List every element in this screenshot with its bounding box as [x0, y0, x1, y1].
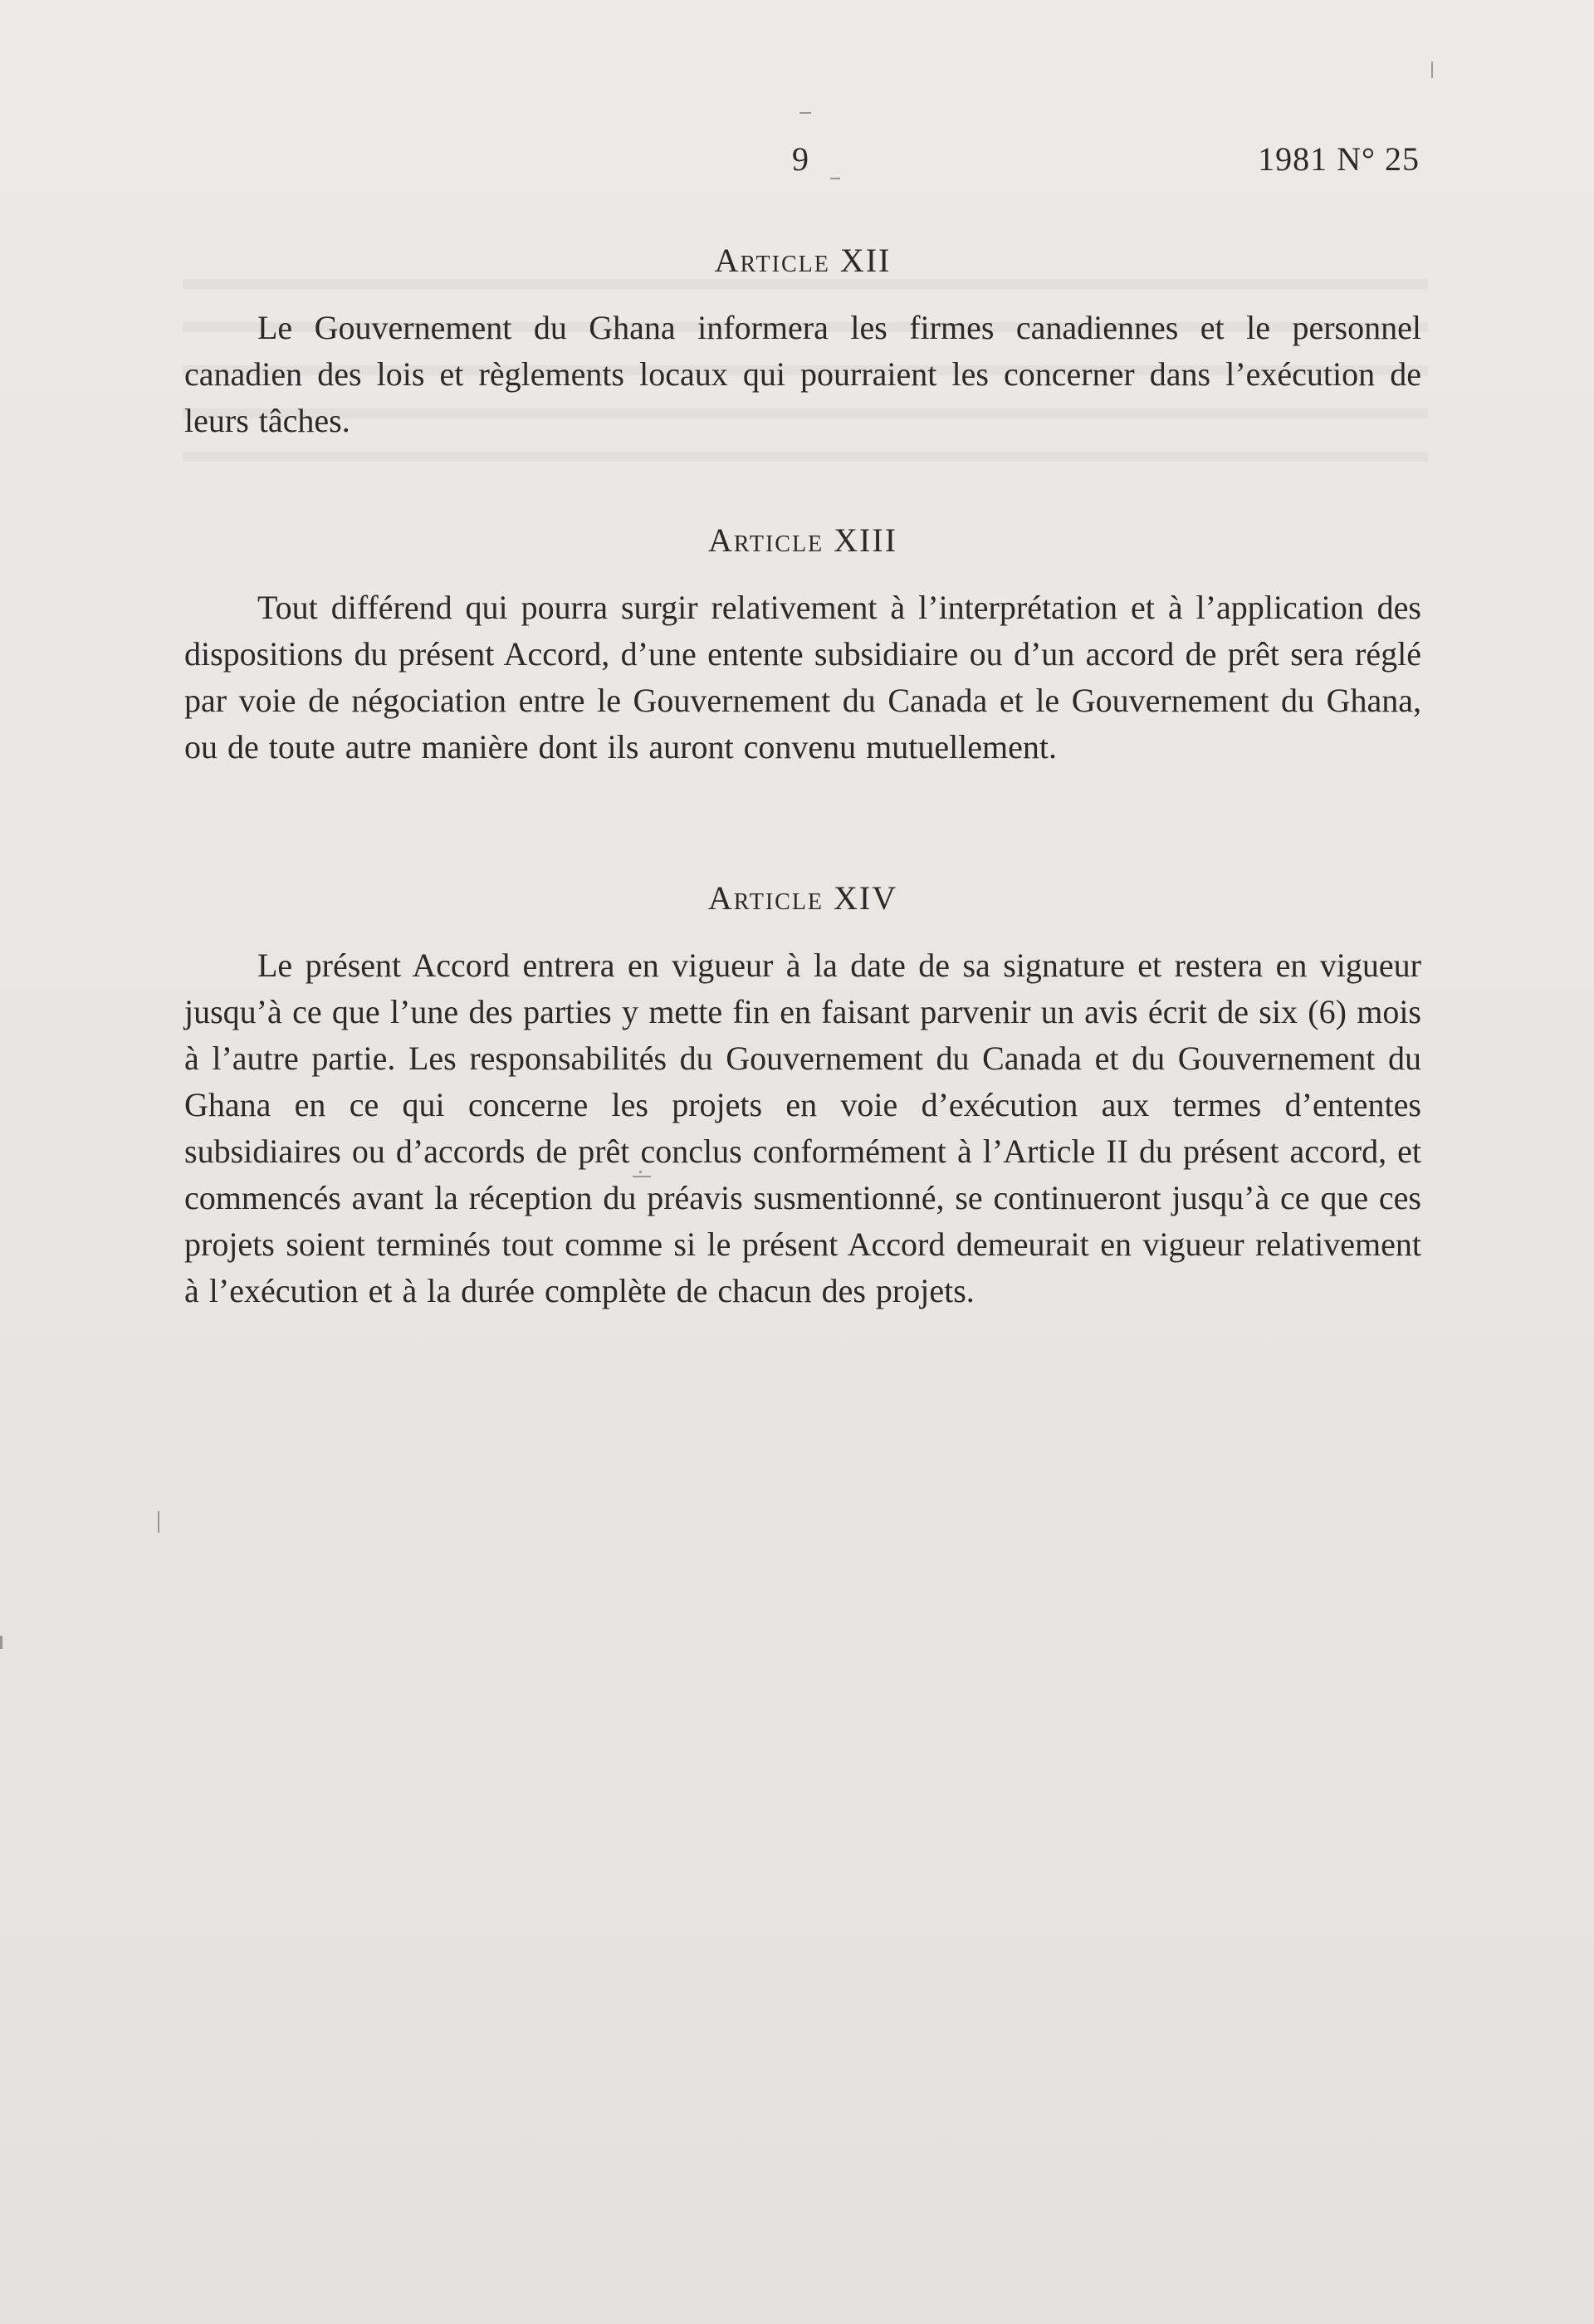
paper-mark	[799, 112, 811, 114]
paper-mark	[158, 1511, 159, 1533]
article-title: Article XII	[714, 242, 892, 279]
article-xiii	[184, 521, 1421, 771]
article-paragraph: Le présent Accord entrera en vigueur à la date de sa signature et restera en vigueur jusqu’à ce que l’une des parties y mette fin en faisant parvenir un avis écrit de six (6) mois à l’autre partie. Les responsabilités du Gouvernement du Canada et du Gouvernement du Ghana en ce qui concerne les projets en voie d’exécution aux termes d’ententes subsidiaires ou d’accords de prêt conclus conformément à l’Article II du présent accord, et commencés avant la réception du préavis susmentionné, se continueront jusqu’à ce que ces projets soient terminés tout comme si le présent Accord demeurait en vigueur relativement à l’exécution et à la durée complète de chacun des projets.	[184, 947, 1421, 1309]
page-header	[0, 139, 1594, 189]
article-xiv	[184, 878, 1421, 1314]
article-title: Article XIII	[707, 521, 898, 559]
paper-mark	[0, 1636, 2, 1649]
document-body	[184, 241, 1421, 1314]
paper-mark	[1431, 61, 1433, 78]
page-number: 9	[792, 140, 809, 178]
article-title: Article XIV	[707, 879, 898, 917]
document-reference: 1981 N° 25	[1258, 140, 1420, 178]
article-xii	[184, 241, 1421, 444]
article-paragraph: Le Gouvernement du Ghana informera les firmes canadiennes et le personnel canadien des lois et règlements locaux qui pourraient les concerner dans l’exécution de leurs tâches.	[184, 309, 1421, 439]
article-paragraph: Tout différend qui pourra surgir relativement à l’interprétation et à l’application des dispositions du présent Accord, d’une entente subsidiaire ou d’un accord de prêt sera réglé par voie de négociation entre le Gouvernement du Canada et le Gouvernement du Ghana, ou de toute autre manière dont ils auront convenu mutuellement.	[184, 589, 1421, 766]
